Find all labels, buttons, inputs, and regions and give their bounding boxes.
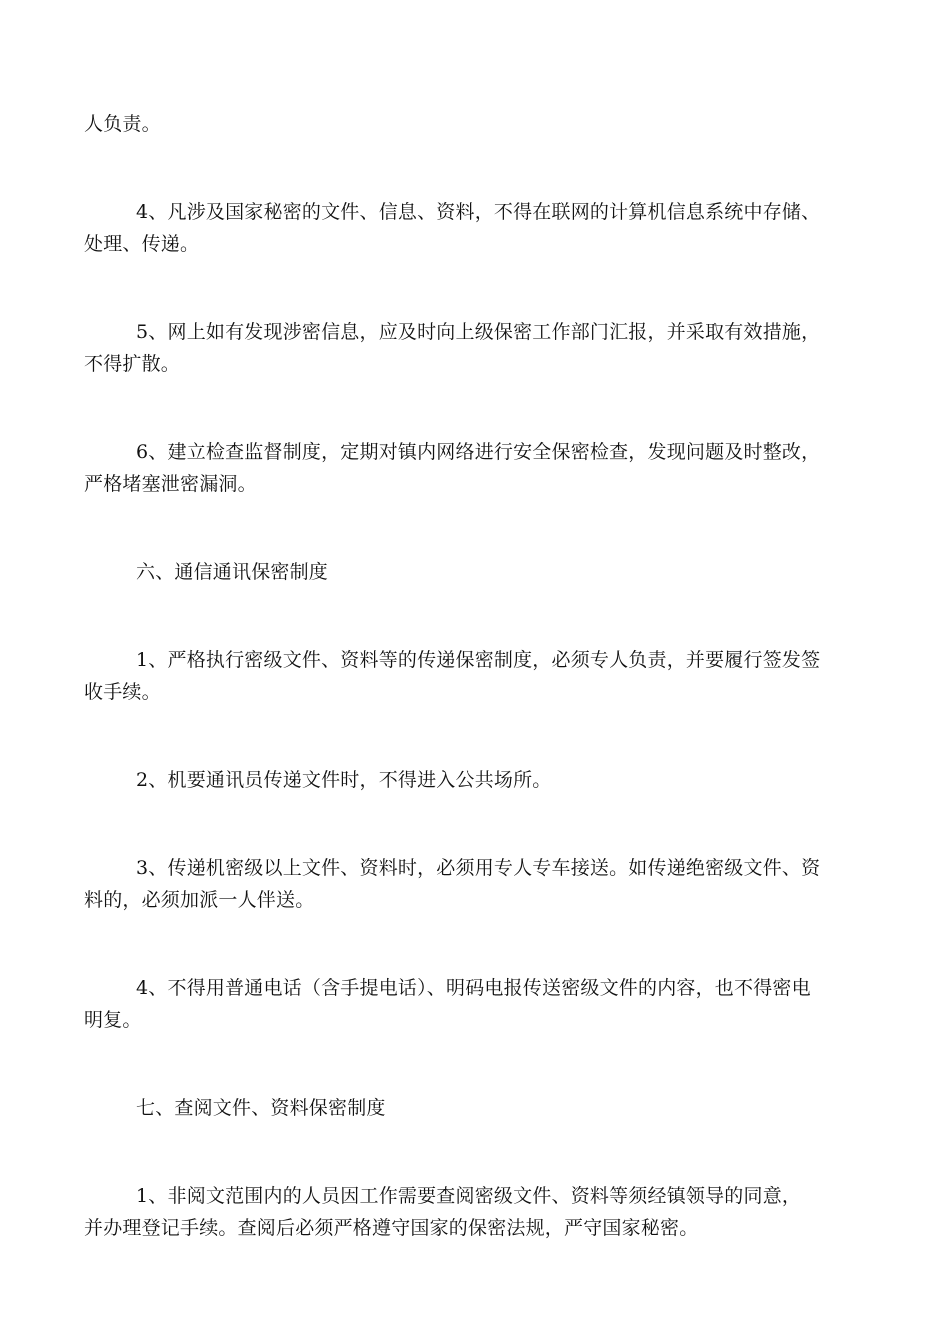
paragraph-gap <box>84 708 864 764</box>
paragraph-item-4-second <box>84 972 864 1036</box>
text-line: 1、严格执行密级文件、资料等的传递保密制度，必须专人负责，并要履行签发签 <box>136 649 821 671</box>
paragraph-gap <box>84 380 864 436</box>
paragraph-item-1 <box>84 644 864 708</box>
document-body <box>84 108 864 1244</box>
paragraph-item-1-second <box>84 1180 864 1244</box>
paragraph-item-6 <box>84 436 864 500</box>
paragraph-item-3 <box>84 852 864 916</box>
text-line: 严格堵塞泄密漏洞。 <box>84 473 257 495</box>
paragraph-gap <box>84 500 864 556</box>
heading-line: 七、查阅文件、资料保密制度 <box>136 1097 386 1119</box>
paragraph-item-4 <box>84 196 864 260</box>
text-line: 5、网上如有发现涉密信息，应及时向上级保密工作部门汇报，并采取有效措施， <box>136 321 821 343</box>
text-line: 2、机要通讯员传递文件时，不得进入公共场所。 <box>136 769 552 791</box>
paragraph-continuation <box>84 108 864 140</box>
paragraph-gap <box>84 1036 864 1092</box>
text-line: 人负责。 <box>84 113 161 135</box>
text-line: 4、不得用普通电话（含手提电话）、明码电报传送密级文件的内容，也不得密电 <box>136 977 811 999</box>
text-line: 并办理登记手续。查阅后必须严格遵守国家的保密法规，严守国家秘密。 <box>84 1217 699 1239</box>
paragraph-gap <box>84 140 864 196</box>
text-line: 6、建立检查监督制度，定期对镇内网络进行安全保密检查，发现问题及时整改， <box>136 441 821 463</box>
paragraph-gap <box>84 1124 864 1180</box>
paragraph-gap <box>84 260 864 316</box>
heading-line: 六、通信通讯保密制度 <box>136 561 329 583</box>
section-heading-7 <box>84 1092 864 1124</box>
paragraph-item-2 <box>84 764 864 796</box>
text-line: 料的，必须加派一人伴送。 <box>84 889 315 911</box>
text-line: 处理、传递。 <box>84 233 200 255</box>
text-line: 明复。 <box>84 1009 142 1031</box>
paragraph-gap <box>84 588 864 644</box>
text-line: 不得扩散。 <box>84 353 181 375</box>
text-line: 1、非阅文范围内的人员因工作需要查阅密级文件、资料等须经镇领导的同意， <box>136 1185 802 1207</box>
section-heading-6 <box>84 556 864 588</box>
paragraph-gap <box>84 916 864 972</box>
text-line: 3、传递机密级以上文件、资料时，必须用专人专车接送。如传递绝密级文件、资 <box>136 857 821 879</box>
text-line: 4、凡涉及国家秘密的文件、信息、资料，不得在联网的计算机信息系统中存储、 <box>136 201 821 223</box>
text-line: 收手续。 <box>84 681 161 703</box>
paragraph-item-5 <box>84 316 864 380</box>
paragraph-gap <box>84 796 864 852</box>
